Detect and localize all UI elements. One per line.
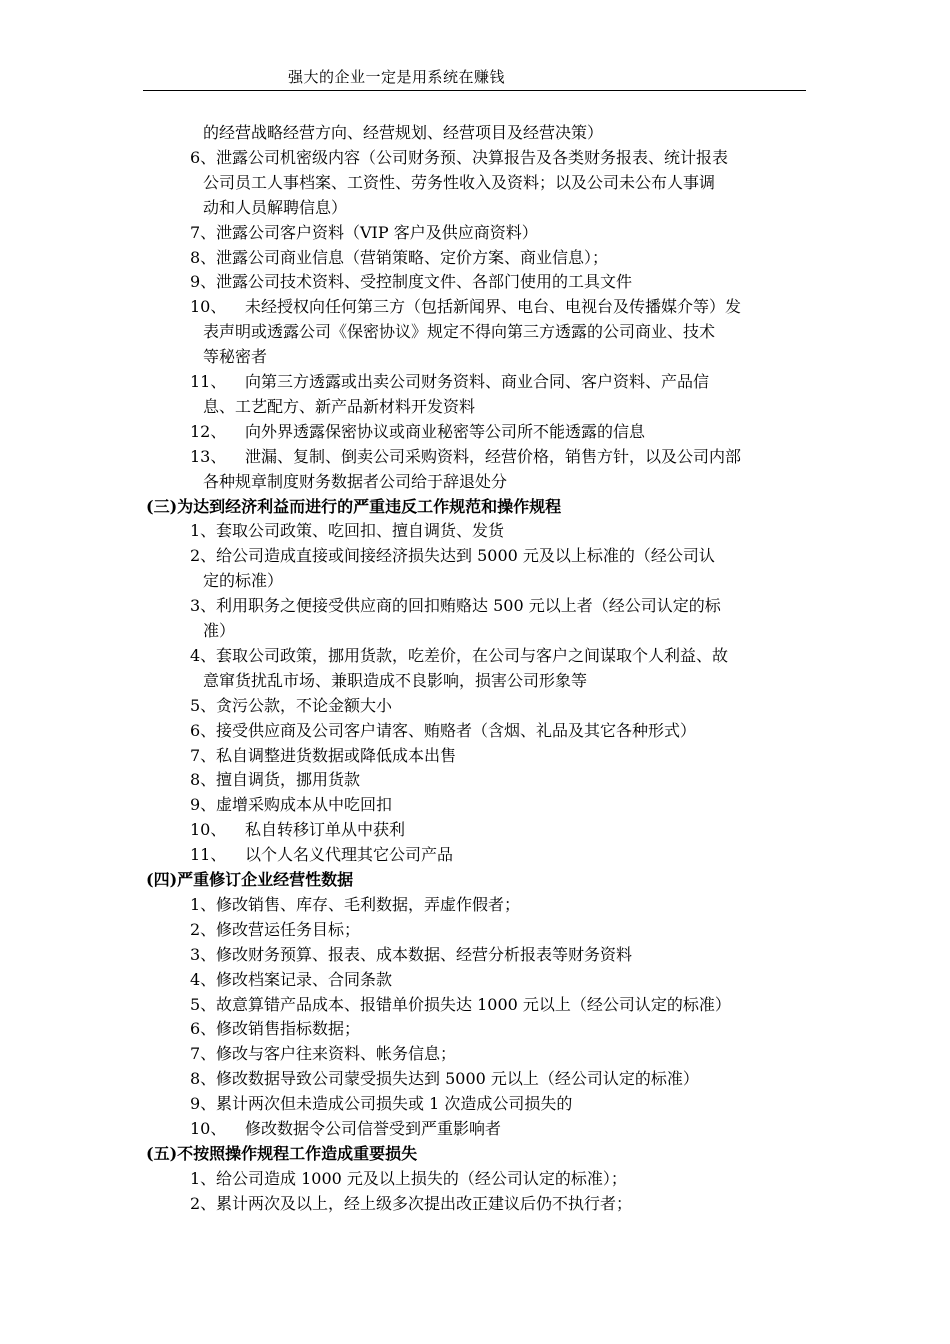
list-item-text: 修改财务预算、报表、成本数据、经营分析报表等财务资料 — [216, 944, 633, 964]
list-item — [190, 1191, 633, 1216]
list-item-number: 7、 — [190, 745, 217, 765]
list-item-number: 8、 — [190, 770, 217, 790]
list-item — [190, 817, 406, 842]
list-item — [190, 942, 633, 967]
list-item-text: 虚增采购成本从中吃回扣 — [216, 795, 393, 815]
list-item-number: 10、 — [190, 1119, 227, 1138]
list-item — [190, 220, 538, 245]
list-item — [190, 369, 710, 394]
list-item-number: 1、 — [190, 1168, 217, 1188]
list-item-number: 10、 — [190, 297, 227, 317]
list-item-text: 套取公司政策，挪用货款，吃差价，在公司与客户之间谋取个人利益、故 — [216, 645, 729, 665]
list-item — [190, 269, 633, 294]
list-item — [190, 967, 393, 992]
list-item-number: 13、 — [190, 446, 227, 466]
list-item-text: 向外界透露保密协议或商业秘密等公司所不能透露的信息 — [245, 421, 646, 441]
list-item-number: 11、 — [190, 372, 227, 391]
list-item-number: 9、 — [190, 1094, 217, 1114]
list-item-text: 未经授权向任何第三方（包括新闻界、电台、电视台及传播媒介等）发 — [245, 297, 742, 317]
list-item-text: 擅自调货，挪用货款 — [216, 770, 361, 790]
list-item-text: 私自调整进货数据或降低成本出售 — [216, 745, 457, 765]
list-item — [190, 294, 742, 319]
list-item — [190, 444, 742, 469]
list-item-number: 1、 — [190, 894, 217, 914]
paragraph-line: 准） — [203, 621, 236, 640]
section-heading: (五)不按照操作规程工作造成重要损失 — [146, 1143, 418, 1163]
list-item-text: 泄露公司客户资料（VIP 客户及供应商资料） — [216, 222, 538, 242]
list-item-number: 7、 — [190, 222, 217, 242]
list-item — [190, 842, 454, 867]
list-item — [190, 419, 646, 444]
paragraph-line: 息、工艺配方、新产品新材料开发资料 — [203, 396, 476, 416]
list-item-number: 12、 — [190, 421, 227, 441]
list-item — [190, 892, 521, 917]
paragraph-line: 公司员工人事档案、工资性、劳务性收入及资料；以及公司未公布人事调 — [203, 172, 716, 192]
list-item-text: 修改与客户往来资料、帐务信息； — [216, 1044, 457, 1064]
list-item — [190, 767, 361, 792]
list-item-text: 修改档案记录、合同条款 — [216, 969, 393, 989]
list-item — [190, 917, 361, 942]
list-item-number: 10、 — [190, 820, 227, 840]
list-item-text: 泄露公司商业信息（营销策略、定价方案、商业信息）； — [216, 247, 609, 267]
list-item-text: 套取公司政策、吃回扣、擅自调货、发货 — [216, 521, 505, 541]
list-item-text: 贪污公款，不论金额大小 — [216, 695, 393, 715]
list-item-text: 修改营运任务目标； — [216, 919, 361, 939]
list-item-text: 累计两次但未造成公司损失或 1 次造成公司损失的 — [216, 1094, 573, 1114]
list-item-number: 5、 — [190, 994, 217, 1014]
list-item — [190, 543, 715, 568]
list-item-text: 修改销售、库存、毛利数据，弄虚作假者； — [216, 894, 521, 914]
section-heading: (三)为达到经济利益而进行的严重违反工作规范和操作规程 — [146, 496, 562, 516]
list-item-number: 8、 — [190, 1069, 217, 1089]
list-item-text: 私自转移订单从中获利 — [245, 820, 406, 840]
list-item — [190, 992, 731, 1017]
list-item-text: 泄露公司技术资料、受控制度文件、各部门使用的工具文件 — [216, 272, 633, 292]
list-item-number: 3、 — [190, 944, 217, 964]
list-item — [190, 1016, 361, 1041]
paragraph-line: 表声明或透露公司《保密协议》规定不得向第三方透露的公司商业、技术 — [203, 322, 716, 342]
list-item — [190, 1041, 457, 1066]
page-header — [143, 62, 806, 91]
list-item-number: 4、 — [190, 969, 217, 989]
list-item — [190, 643, 729, 668]
list-item-text: 泄露公司机密级内容（公司财务预、决算报告及各类财务报表、统计报表 — [216, 147, 729, 167]
list-item — [190, 1091, 573, 1116]
list-item-text: 给公司造成 1000 元及以上损失的（经公司认定的标准）； — [216, 1168, 627, 1188]
list-item — [190, 145, 729, 170]
list-item-text: 故意算错产品成本、报错单价损失达 1000 元以上（经公司认定的标准） — [216, 994, 731, 1014]
list-item — [190, 743, 457, 768]
list-item-number: 8、 — [190, 247, 217, 267]
paragraph-line: 的经营战略经营方向、经营规划、经营项目及经营决策） — [203, 123, 604, 142]
paragraph-line: 意窜货扰乱市场、兼职造成不良影响，损害公司形象等 — [203, 670, 588, 690]
paragraph-line: 各种规章制度财务数据者公司给于辞退处分 — [203, 471, 508, 491]
list-item-text: 修改销售指标数据； — [216, 1019, 361, 1039]
list-item-number: 4、 — [190, 645, 217, 665]
list-item-text: 接受供应商及公司客户请客、贿赂者（含烟、礼品及其它各种形式） — [216, 720, 697, 740]
list-item — [190, 792, 393, 817]
list-item-text: 修改数据令公司信誉受到严重影响者 — [245, 1119, 502, 1138]
list-item-number: 6、 — [190, 720, 217, 740]
list-item-number: 6、 — [190, 147, 217, 167]
list-item-number: 5、 — [190, 695, 217, 715]
list-item-number: 2、 — [190, 1193, 217, 1213]
list-item — [190, 245, 609, 270]
list-item-number: 9、 — [190, 272, 217, 292]
list-item — [190, 1066, 699, 1091]
list-item — [190, 593, 721, 618]
list-item-number: 2、 — [190, 919, 217, 939]
list-item-number: 9、 — [190, 795, 217, 815]
list-item-number: 11、 — [190, 845, 227, 865]
list-item-number: 3、 — [190, 596, 217, 616]
list-item-text: 以个人名义代理其它公司产品 — [245, 845, 454, 865]
list-item-text: 泄漏、复制、倒卖公司采购资料，经营价格，销售方针，以及公司内部 — [245, 446, 742, 466]
paragraph-line: 动和人员解聘信息） — [203, 197, 348, 217]
header-title: 强大的企业一定是用系统在赚钱 — [288, 68, 506, 86]
list-item-text: 利用职务之便接受供应商的回扣贿赂达 500 元以上者（经公司认定的标 — [216, 596, 721, 616]
list-item-number: 6、 — [190, 1019, 217, 1039]
list-item-text: 累计两次及以上，经上级多次提出改正建议后仍不执行者； — [216, 1193, 633, 1213]
list-item — [190, 693, 393, 718]
section-heading: (四)严重修订企业经营性数据 — [146, 870, 354, 889]
list-item — [190, 718, 697, 743]
paragraph-line: 定的标准） — [203, 571, 284, 591]
list-item-number: 2、 — [190, 546, 217, 566]
list-item-text: 修改数据导致公司蒙受损失达到 5000 元以上（经公司认定的标准） — [216, 1069, 699, 1089]
list-item-text: 给公司造成直接或间接经济损失达到 5000 元及以上标准的（经公司认 — [216, 546, 715, 566]
list-item — [190, 518, 505, 543]
list-item-number: 1、 — [190, 521, 217, 541]
list-item-text: 向第三方透露或出卖公司财务资料、商业合同、客户资料、产品信 — [245, 372, 710, 391]
paragraph-line: 等秘密者 — [203, 347, 268, 367]
list-item — [190, 1166, 627, 1191]
list-item — [190, 1116, 502, 1141]
list-item-number: 7、 — [190, 1044, 217, 1064]
